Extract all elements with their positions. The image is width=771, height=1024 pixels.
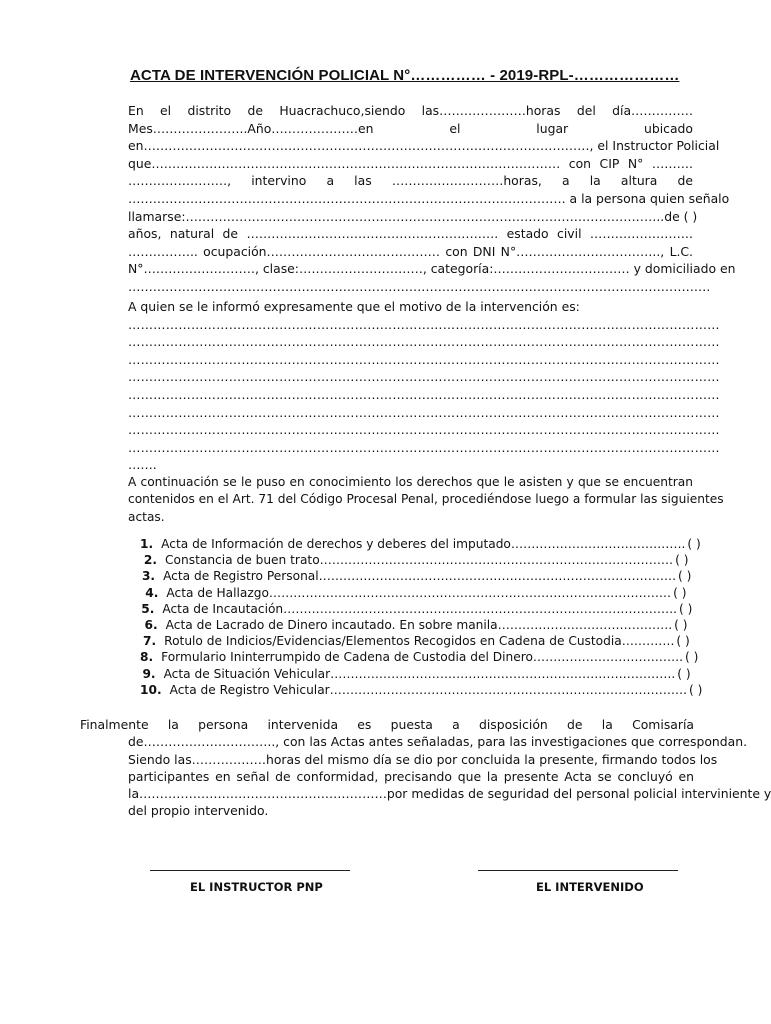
final-line: del propio intervenido. <box>128 803 269 819</box>
acta-checkbox: ( ) <box>677 569 692 584</box>
acta-checkbox: ( ) <box>687 537 701 551</box>
acta-item <box>140 649 700 665</box>
acta-text: Acta de Lacrado de Dinero incautado. En sobre manila……………………………………. <box>165 618 673 633</box>
acta-number: 2. <box>143 553 158 568</box>
motivo-label: A quien se le informó expresamente que el motivo de la intervención es: <box>128 299 580 314</box>
acta-checkbox: ( ) <box>677 666 691 681</box>
acta-item <box>140 617 700 633</box>
acta-checkbox: ( ) <box>685 650 699 665</box>
motivo-line: …………………………………………………………………………………………………………………………… <box>128 316 720 332</box>
acta-checkbox: ( ) <box>676 634 690 649</box>
continuation-line: actas. <box>128 509 165 524</box>
acta-item <box>140 682 703 698</box>
continuation-line: A continuación se le puso en conocimiento los derechos que le asisten y que se encuentran <box>128 475 693 489</box>
intro-line: años, natural de ……………………………………………………. estado civil ……………………. <box>128 226 693 242</box>
acta-item <box>140 601 700 617</box>
acta-text: Acta de Registro Personal……………………………………………………………………………. <box>163 569 676 584</box>
motivo-line: …………………………………………………………………………………………………………………………… <box>128 404 720 420</box>
acta-number: 3. <box>141 569 156 584</box>
acta-item <box>140 568 700 584</box>
intro-line: En el distrito de Huacrachuco,siendo las…………………horas del día…………… <box>128 103 693 118</box>
continuation-line: contenidos en el Art. 71 del Código Procesal Penal, procediéndose luego a formular las siguientes <box>128 492 724 507</box>
intro-line: que……………………………………………………………………………………… con CIP N° ………. <box>128 155 693 171</box>
continuation-paragraph <box>128 474 724 526</box>
acta-text: Formulario Ininterrumpido de Cadena de Custodia del Dinero………………………………. <box>161 650 684 665</box>
acta-text: Acta de Hallazgo……………………………………………………………………………………… <box>166 585 672 600</box>
acta-checkbox: ( ) <box>674 618 688 633</box>
acta-text: Acta de Registro Vehicular……………………………………………………………………………. <box>169 682 687 697</box>
acta-item <box>140 633 700 649</box>
motivo-line: …………………………………………………………………………………………………………………………… <box>128 369 720 385</box>
final-line: participantes en señal de conformidad, precisando que la presente Acta se concluyó en <box>128 768 694 784</box>
final-paragraph <box>80 716 771 820</box>
signature-label-intervenido: EL INTERVENIDO <box>536 880 644 894</box>
acta-item <box>140 666 700 682</box>
acta-checkbox: ( ) <box>689 682 703 697</box>
acta-number: 10. <box>140 682 162 697</box>
acta-number: 1. <box>140 537 154 551</box>
intro-paragraph <box>128 102 736 296</box>
intro-line: en………………………………………………………………………………………………, el Instructor Policial <box>128 138 720 154</box>
intro-line: ……………………………………………………………………………………………. a la persona quien señalo <box>128 190 730 206</box>
intro-line: ……………………, intervino a las ………………………horas, a la altura de <box>128 173 693 189</box>
acta-item <box>140 536 700 552</box>
intro-line: …………….. ocupación…………………………………… con DNI N°…………………………….., L.C. <box>128 243 693 259</box>
acta-number: 4. <box>145 585 159 600</box>
acta-number: 8. <box>140 650 154 665</box>
acta-number: 5. <box>141 601 155 616</box>
acta-item <box>140 552 700 568</box>
final-line: Finalmente la persona intervenida es puesta a disposición de la Comisaría <box>80 717 694 732</box>
acta-text: Acta de Incautación……………………………………………………………………………………. <box>162 601 678 616</box>
intro-line: …………………………………………………………………………………………………………………………… <box>128 278 711 294</box>
actas-list <box>140 536 703 698</box>
acta-number: 6. <box>144 618 158 633</box>
motivo-line: …………………………………………………………………………………………………………………………… <box>128 351 720 367</box>
motivo-line: …………………………………………………………………………………………………………………………… <box>128 439 720 455</box>
final-line: Siendo las………………horas del mismo día se dio por concluida la presente, firmando todos los <box>128 751 718 767</box>
signature-label-instructor: EL INSTRUCTOR PNP <box>190 880 323 894</box>
acta-checkbox: ( ) <box>675 553 689 568</box>
acta-number: 7. <box>143 634 157 649</box>
acta-text: Acta de Información de derechos y deberes del imputado……………………………………. <box>161 537 686 551</box>
document-title: ACTA DE INTERVENCIÓN POLICIAL N°…………… - 2019-RPL-………………… <box>130 67 680 84</box>
acta-checkbox: ( ) <box>673 585 687 600</box>
acta-number: 9. <box>142 666 156 681</box>
motivo-line: …………………………………………………………………………………………………………………………… <box>128 334 720 350</box>
signature-line-instructor <box>150 870 350 871</box>
final-line: la……………………………………………………por medidas de seguridad del personal policial interviniente y <box>128 786 771 802</box>
intro-line: Mes…………………..Año…………………en el lugar ubicado <box>128 120 693 136</box>
final-line: de………………………….., con las Actas antes señaladas, para las investigaciones que correspondan. <box>128 734 748 750</box>
acta-item <box>140 585 700 601</box>
motivo-line: …………………………………………………………………………………………………………………………… <box>128 422 720 438</box>
acta-text: Constancia de buen trato…………………………………………………………………………… <box>165 553 674 568</box>
intro-line: N°………………………, clase:…………………………, categoría:…………………………… y domiciliado en <box>128 261 736 277</box>
motivo-section <box>128 298 720 474</box>
motivo-line: …………………………………………………………………………………………………………………………… <box>128 386 720 402</box>
intro-line: llamarse:……………………………………………………………………………………………………..de ( ) <box>128 208 698 224</box>
motivo-line: ……. <box>128 457 157 473</box>
acta-text: Rotulo de Indicios/Evidencias/Elementos Recogidos en Cadena de Custodia…………. <box>164 634 675 649</box>
signature-line-intervenido <box>478 870 678 871</box>
acta-text: Acta de Situación Vehicular…………………………………………………………………………. <box>163 666 676 681</box>
acta-checkbox: ( ) <box>679 601 693 616</box>
